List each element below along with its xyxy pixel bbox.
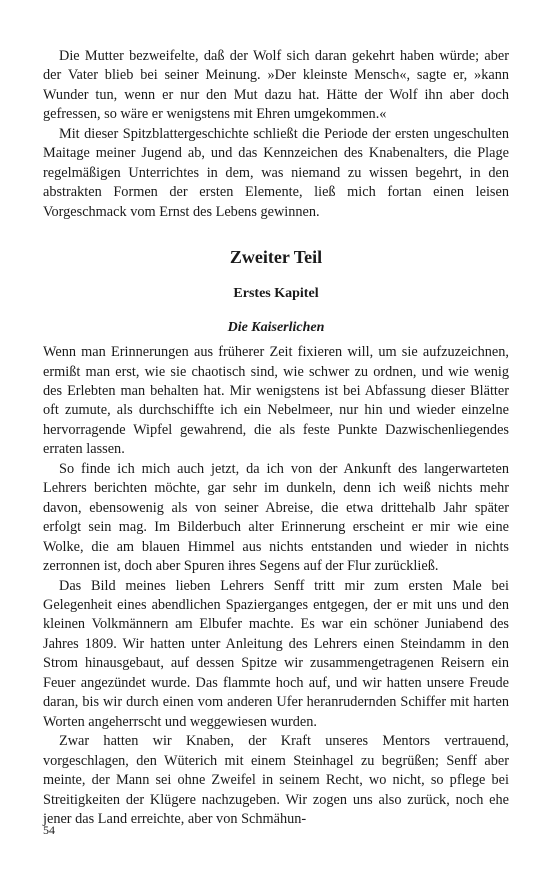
body-paragraph: Mit dieser Spitzblattergeschichte schließt die Periode der ersten ungeschulten Maitage meiner Jugend ab, und das Kennzeichen des Knabenalters, die Plage regelmäßigen Unterrichtes in dem, was niemand zu wissen begehrt, in den abstrakten Formen der ersten Elemente, ließ mich fortan einen leisen Vorgeschmack vom Ernst des Lebens gewinnen. bbox=[43, 125, 509, 220]
body-paragraph: Wenn man Erinnerungen aus früherer Zeit fixieren will, um sie aufzuzeichnen, ermißt man erst, wie sie chaotisch sind, wie schwer zu ordnen, und wie wenig des Erlebten man behalten hat. Mir wenigstens ist bei Abfassung dieser Blätter oft zumute, als durchschiffte ich ein Nebelmeer, nur hin und wieder einzelne hervorragende Wipfel gewahrend, die als feste Punkte Dazwischenliegendes erraten lassen. bbox=[43, 344, 509, 458]
chapter-subtitle: Die Kaiserlichen bbox=[227, 320, 325, 336]
book-page bbox=[43, 47, 509, 829]
body-paragraph: Die Mutter bezweifelte, daß der Wolf sich daran gekehrt haben würde; aber der Vater blieb bei seiner Meinung. »Der kleinste Mensch«, sagte er, »kann Wunder tun, wenn er nur den Mut dazu hat. Hätte der Wolf ihn aber doch gefressen, so wäre er wenigstens mit Ehren umgekommen.« bbox=[43, 48, 509, 123]
body-paragraph: So finde ich mich auch jetzt, da ich von der Ankunft des langerwarteten Lehrers berichten möchte, gar sehr im dunkeln, denn ich weiß nichts mehr davon, ebensowenig als von seiner Abreise, die etwa drittehalb Jahr später erfolgt sein mag. Im Bilderbuch alter Erinnerung erscheint er mir wie eine Wolke, die am blauen Himmel aus nichts entstanden und wieder in nichts zerronnen ist, doch aber Spuren ihres Segens auf der Flur zurückließ. bbox=[43, 460, 509, 575]
chapter-title: Erstes Kapitel bbox=[233, 286, 319, 302]
page-number: 54 bbox=[43, 823, 55, 837]
body-paragraph: Das Bild meines lieben Lehrers Senff tritt mir zum ersten Male bei Gelegenheit eines abendlichen Spazierganges entgegen, der er mit uns und den kleinen Volkmännern am Elbufer machte. Es war ein schöner Juniabend des Jahres 1809. Wir hatten unter Anleitung des Lehrers einen Steindamm in den Strom hinausgebaut, auf dessen Spitze wir zusammengetragenen Reisern ein Feuer angezündet wurde. Das flammte hoch auf, und wir hatten unsere Freude daran, bis wir durch einen vom anderen Ufer heranrudernden Schiffer mit harten Worten angeherrscht und weggewiesen wurden. bbox=[43, 577, 509, 730]
body-paragraph: Zwar hatten wir Knaben, der Kraft unseres Mentors vertrauend, vorgeschlagen, den Wüterich mit einem Steinhagel zu begrüßen; Senff aber meinte, der Mann sei ohne Zweifel in seinem Recht, wo nicht, so pflege bei Streitigkeiten der Klügere nachzugeben. Wir zogen uns also zurück, noch ehe jener das Land erreichte, aber von Schmähun- bbox=[43, 733, 509, 827]
part-title: Zweiter Teil bbox=[229, 247, 323, 268]
